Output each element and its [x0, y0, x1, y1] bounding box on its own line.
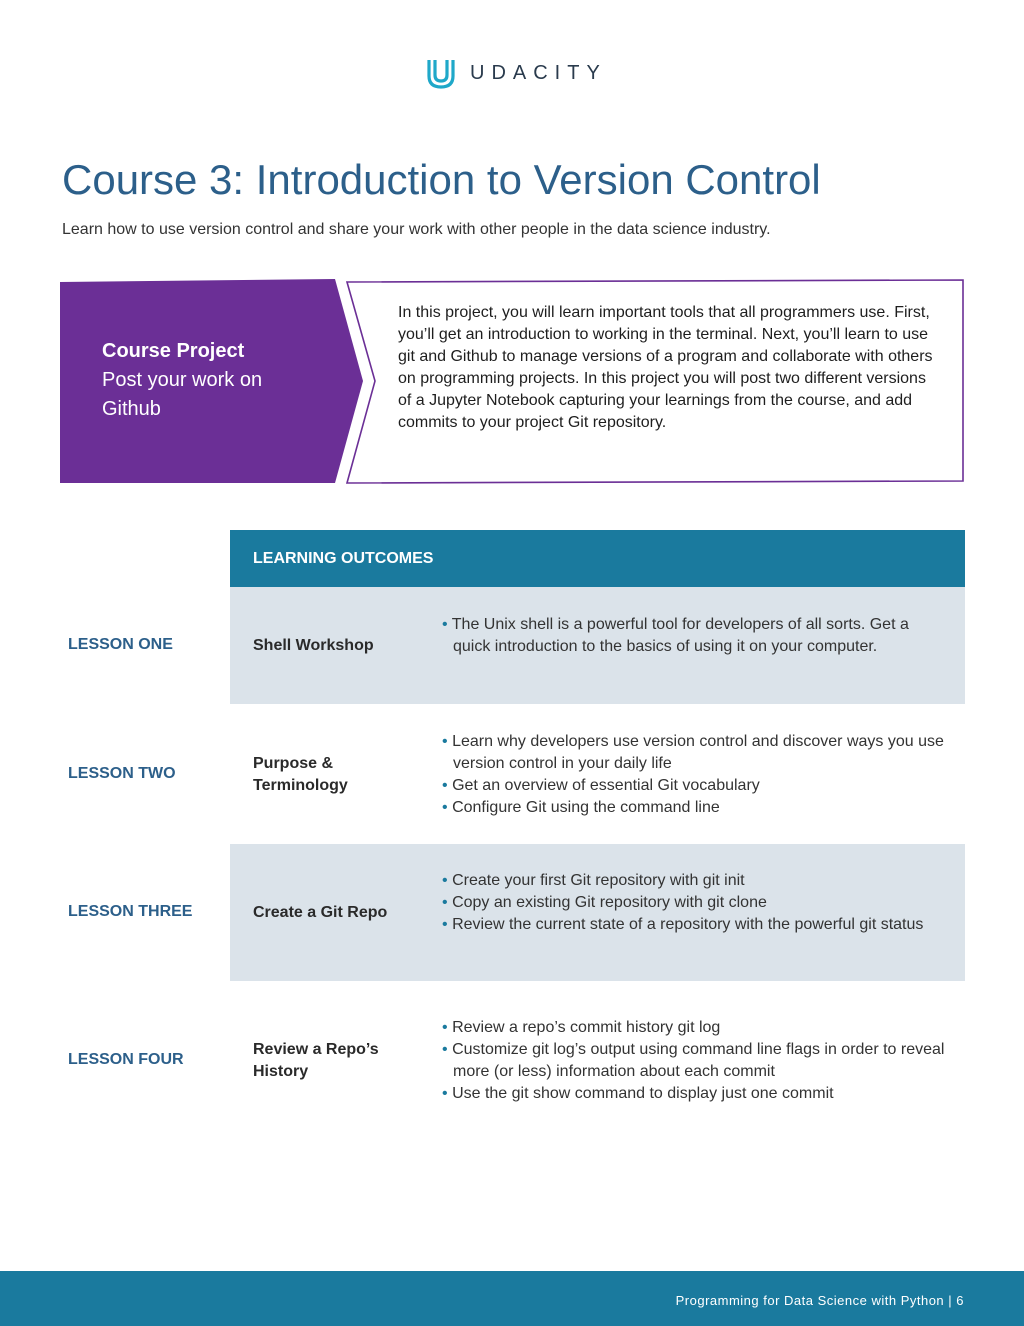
page-footer: [0, 1271, 1024, 1326]
lesson-number: LESSON ONE: [68, 636, 173, 653]
udacity-u-logo-icon: [426, 56, 456, 90]
list-item: • Review a repo’s commit history git log: [442, 1019, 721, 1036]
course-project-banner: [60, 279, 965, 484]
list-item: • Copy an existing Git repository with git clone: [442, 894, 767, 911]
project-description: In this project, you will learn important tools that all programmers use. First, you’ll get an introduction to working in the terminal. Next, you’ll learn to use git and Github to manage versions of a program and collaborate with others on programming projects. In this project you will post two different versions of a Jupyter Notebook capturing your learnings from the course, and add commits to your project Git repository.: [398, 304, 933, 431]
list-item: • Configure Git using the command line: [442, 799, 720, 816]
lesson-outcome-list: [442, 870, 947, 936]
lesson-number: LESSON TWO: [68, 765, 176, 782]
lesson-outcome-list: [442, 731, 947, 819]
lesson-name: Review a Repo’s History: [253, 1041, 379, 1080]
list-item: • Use the git show command to display just one commit: [442, 1085, 834, 1102]
lesson-number: LESSON THREE: [68, 903, 193, 920]
lesson-number: LESSON FOUR: [68, 1051, 184, 1068]
project-label: Course Project: [102, 340, 245, 362]
brand-name: UDACITY: [470, 61, 607, 84]
project-label-block: [102, 337, 302, 424]
lesson-name: Purpose & Terminology: [253, 755, 348, 794]
list-item: • The Unix shell is a powerful tool for developers of all sorts. Get a quick introduction to the basics of using it on your computer.: [442, 616, 909, 655]
list-item: • Create your first Git repository with git init: [442, 872, 745, 889]
learning-outcomes-title: LEARNING OUTCOMES: [253, 549, 434, 567]
project-name: Post your work on Github: [102, 369, 263, 420]
lesson-row: [0, 704, 1024, 844]
list-item: • Get an overview of essential Git vocabulary: [442, 777, 760, 794]
list-item: • Customize git log’s output using command line flags in order to reveal more (or less) information about each commit: [442, 1041, 945, 1080]
lesson-name: Create a Git Repo: [253, 904, 388, 921]
page-subtitle: Learn how to use version control and share your work with other people in the data science industry.: [62, 221, 771, 238]
list-item: • Review the current state of a repository with the powerful git status: [442, 916, 924, 933]
list-item: • Learn why developers use version control and discover ways you use version control in your daily life: [442, 733, 944, 772]
lesson-row: [0, 981, 1024, 1121]
footer-text: Programming for Data Science with Python | 6: [675, 1293, 964, 1308]
page-title: Course 3: Introduction to Version Control: [62, 156, 821, 203]
learning-outcomes-header: [230, 530, 965, 587]
brand-logo: [426, 56, 607, 90]
lesson-outcome-list: [442, 1017, 947, 1105]
lesson-row: [0, 844, 1024, 981]
lesson-row: [0, 587, 1024, 704]
lesson-outcome-list: [442, 614, 947, 658]
lesson-name: Shell Workshop: [253, 637, 374, 654]
